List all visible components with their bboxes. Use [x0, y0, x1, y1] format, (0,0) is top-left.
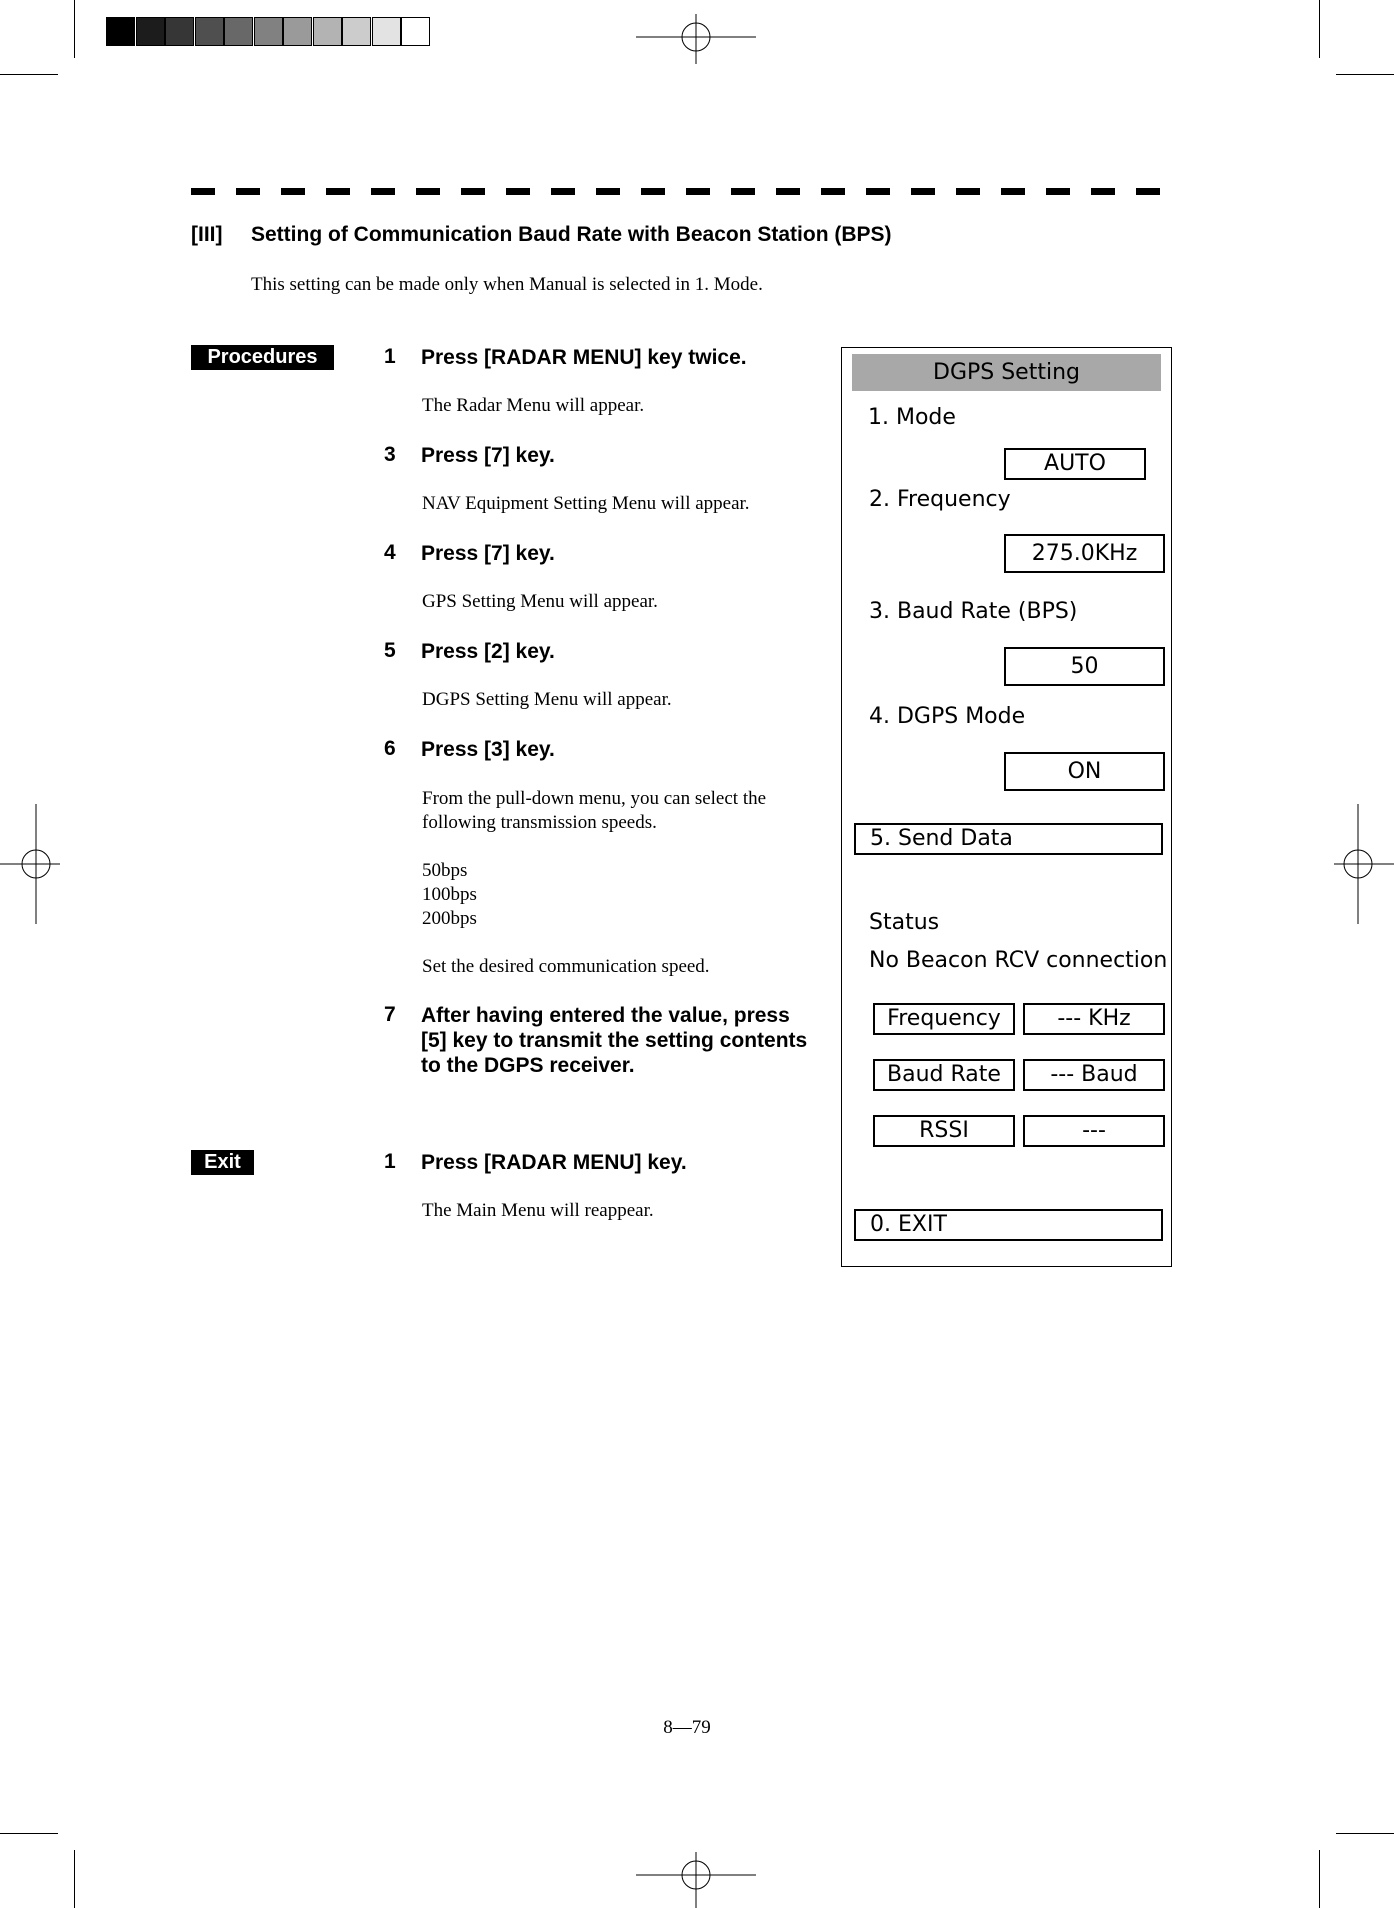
registration-target-right — [1334, 804, 1394, 924]
step-description: Set the desired communication speed. — [422, 956, 710, 977]
registration-target-top — [636, 14, 756, 64]
dash-segment — [236, 188, 260, 195]
step-instruction: Press [RADAR MENU] key. — [421, 1151, 687, 1174]
procedures-tag: Procedures — [191, 345, 334, 370]
step-instruction: Press [2] key. — [421, 640, 555, 663]
step-description: DGPS Setting Menu will appear. — [422, 689, 672, 710]
step-description: The Radar Menu will appear. — [422, 395, 645, 416]
gray-swatch — [342, 17, 371, 46]
gray-swatch — [313, 17, 342, 46]
dash-segment — [686, 188, 710, 195]
step-number: 5 — [384, 639, 396, 662]
status-baud-rate-value: --- Baud — [1023, 1059, 1165, 1091]
mode-label: 1. Mode — [868, 405, 956, 430]
dash-segment — [911, 188, 935, 195]
status-label: Status — [869, 910, 940, 935]
status-rssi-label: RSSI — [873, 1115, 1015, 1147]
frequency-value[interactable]: 275.0KHz — [1004, 534, 1165, 573]
dgps-mode-value[interactable]: ON — [1004, 752, 1165, 791]
gray-swatch — [224, 17, 253, 46]
gray-swatch — [254, 17, 283, 46]
step-description: The Main Menu will reappear. — [422, 1200, 654, 1221]
baud-rate-label: 3. Baud Rate (BPS) — [869, 599, 1078, 624]
gray-swatch — [165, 17, 194, 46]
step-description: NAV Equipment Setting Menu will appear. — [422, 493, 750, 514]
panel-title: DGPS Setting — [852, 354, 1161, 391]
step-instruction-line: After having entered the value, press — [421, 1004, 790, 1027]
section-number: [III] — [191, 223, 223, 246]
gray-swatch — [195, 17, 224, 46]
exit-button[interactable]: 0. EXIT — [854, 1209, 1163, 1241]
step-number: 3 — [384, 443, 396, 466]
speed-option: 100bps — [422, 884, 477, 905]
gray-swatch — [372, 17, 401, 46]
exit-tag: Exit — [191, 1150, 254, 1175]
dash-segment — [551, 188, 575, 195]
dash-segment — [731, 188, 755, 195]
dash-segment — [326, 188, 350, 195]
step-instruction-line: [5] key to transmit the setting contents — [421, 1029, 808, 1052]
dash-segment — [641, 188, 665, 195]
dash-segment — [416, 188, 440, 195]
dash-segment — [596, 188, 620, 195]
dash-segment — [371, 188, 395, 195]
gray-swatch — [401, 17, 430, 46]
section-intro: This setting can be made only when Manual is selected in 1. Mode. — [251, 274, 763, 295]
step-number: 7 — [384, 1003, 396, 1026]
speed-option: 50bps — [422, 860, 468, 881]
dash-segment — [821, 188, 845, 195]
status-frequency-label: Frequency — [873, 1003, 1015, 1035]
dash-segment — [1136, 188, 1160, 195]
step-instruction: Press [RADAR MENU] key twice. — [421, 346, 747, 369]
step-instruction: Press [7] key. — [421, 444, 555, 467]
dgps-mode-label: 4. DGPS Mode — [869, 704, 1026, 729]
dash-segment — [281, 188, 305, 195]
gray-swatch — [136, 17, 165, 46]
dash-segment — [776, 188, 800, 195]
baud-rate-value[interactable]: 50 — [1004, 647, 1165, 686]
gray-swatch — [283, 17, 312, 46]
step-number: 4 — [384, 541, 396, 564]
speed-option: 200bps — [422, 908, 477, 929]
registration-target-bottom — [636, 1852, 756, 1908]
dash-segment — [191, 188, 215, 195]
dash-segment — [1046, 188, 1070, 195]
section-title: Setting of Communication Baud Rate with Beacon Station (BPS) — [251, 223, 892, 246]
step-instruction: Press [7] key. — [421, 542, 555, 565]
page-number: 8—79 — [663, 1717, 711, 1738]
step-number: 6 — [384, 737, 396, 760]
send-data-button[interactable]: 5. Send Data — [854, 823, 1163, 855]
step-description: GPS Setting Menu will appear. — [422, 591, 658, 612]
dash-segment — [956, 188, 980, 195]
gray-swatch — [106, 17, 135, 46]
status-rssi-value: --- — [1023, 1115, 1165, 1147]
mode-value[interactable]: AUTO — [1004, 448, 1146, 480]
status-text: No Beacon RCV connection — [869, 948, 1168, 973]
step-instruction: Press [3] key. — [421, 738, 555, 761]
status-frequency-value: --- KHz — [1023, 1003, 1165, 1035]
step-number: 1 — [384, 345, 396, 368]
dash-segment — [506, 188, 530, 195]
step-instruction-line: to the DGPS receiver. — [421, 1054, 635, 1077]
dash-segment — [866, 188, 890, 195]
frequency-label: 2. Frequency — [869, 487, 1011, 512]
status-baud-rate-label: Baud Rate — [873, 1059, 1015, 1091]
step-description-line: From the pull-down menu, you can select the — [422, 788, 767, 809]
step-number: 1 — [384, 1150, 396, 1173]
step-description-line: following transmission speeds. — [422, 812, 657, 833]
dash-segment — [1091, 188, 1115, 195]
dash-segment — [1001, 188, 1025, 195]
registration-target-left — [0, 804, 60, 924]
dash-segment — [461, 188, 485, 195]
